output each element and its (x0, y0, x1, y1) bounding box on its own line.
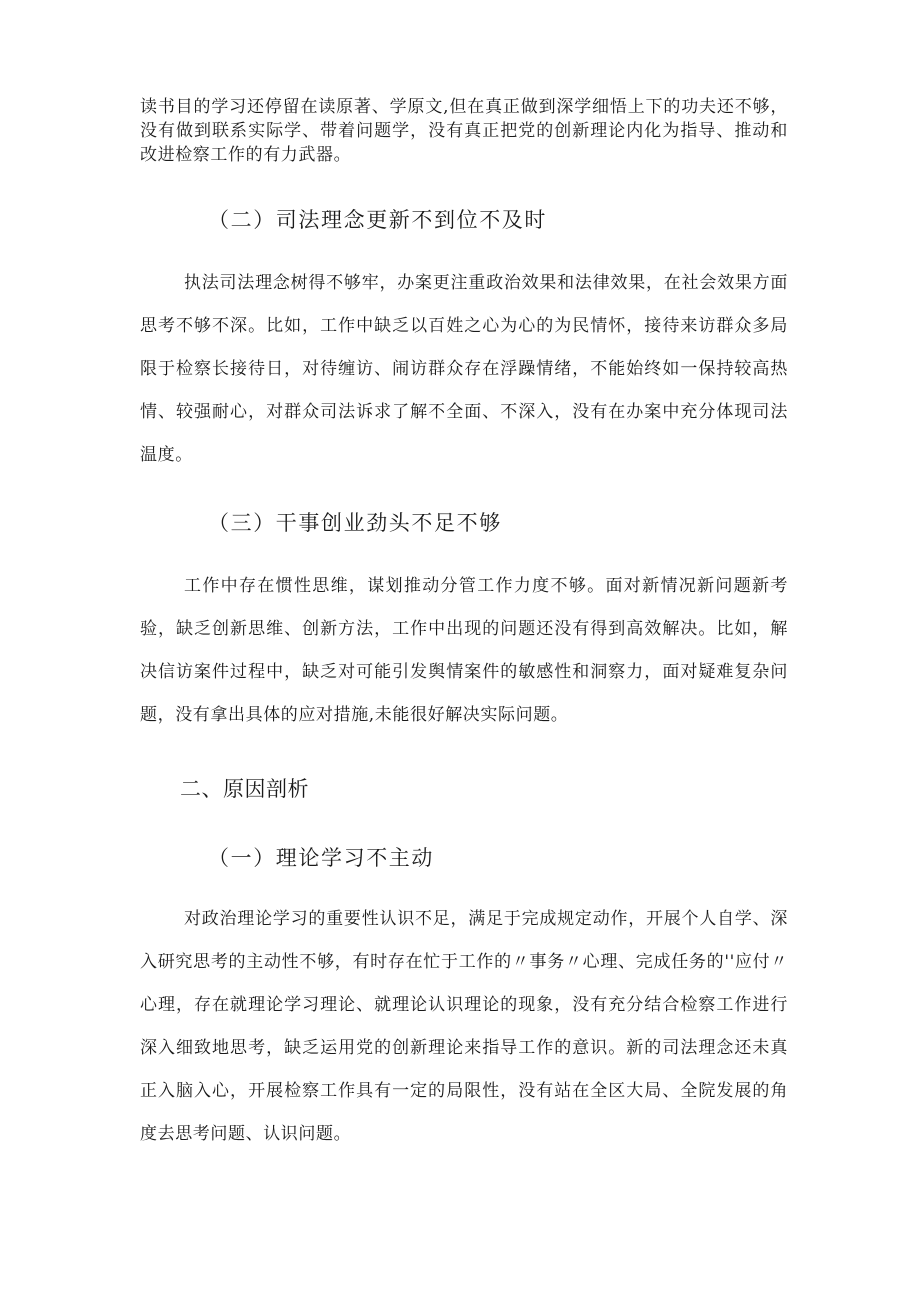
section-heading-theory-study: （一）理论学习不主动 (208, 846, 434, 870)
section-heading-work-drive: （三）干事创业劲头不足不够 (208, 511, 502, 535)
paragraph-judicial-concept: 执法司法理念树得不够牢，办案更注重政治效果和法律效果，在社会效果方面思考不够不深。比如，工作中缺乏以百姓之心为心的为民情怀，接待来访群众多局限于检察长接待日，对待缠访、闹访群众存在浮躁情绪，不能始终如一保持较高热情、较强耐心，对群众司法诉求了解不全面、不深入，没有在办案中充分体现司法温度。 (140, 273, 788, 465)
intro-paragraph: 读书目的学习还停留在读原著、学原文,但在真正做到深学细悟上下的功夫还不够，没有做到联系实际学、带着问题学，没有真正把党的创新理论内化为指导、推动和改进检察工作的有力武器。 (140, 97, 788, 165)
section-heading-judicial-concept: （二）司法理念更新不到位不及时 (208, 208, 547, 232)
chapter-heading-cause-analysis: 二、原因剖析 (180, 777, 309, 801)
paragraph-work-drive: 工作中存在惯性思维，谋划推动分管工作力度不够。面对新情况新问题新考验，缺乏创新思维、创新方法，工作中出现的问题还没有得到高效解决。比如，解决信访案件过程中，缺乏对可能引发舆情案件的敏感性和洞察力，面对疑难复杂问题，没有拿出具体的应对措施,未能很好解决实际问题。 (140, 576, 788, 725)
paragraph-theory-study: 对政治理论学习的重要性认识不足，满足于完成规定动作，开展个人自学、深入研究思考的主动性不够，有时存在忙于工作的〃事务〃心理、完成任务的''应付〃心理，存在就理论学习理论、就理论认识理论的现象，没有充分结合检察工作进行深入细致地思考，缺乏运用党的创新理论来指导工作的意识。新的司法理念还未真正入脑入心，开展检察工作具有一定的局限性，没有站在全区大局、全院发展的角度去思考问题、认识问题。 (140, 909, 788, 1144)
